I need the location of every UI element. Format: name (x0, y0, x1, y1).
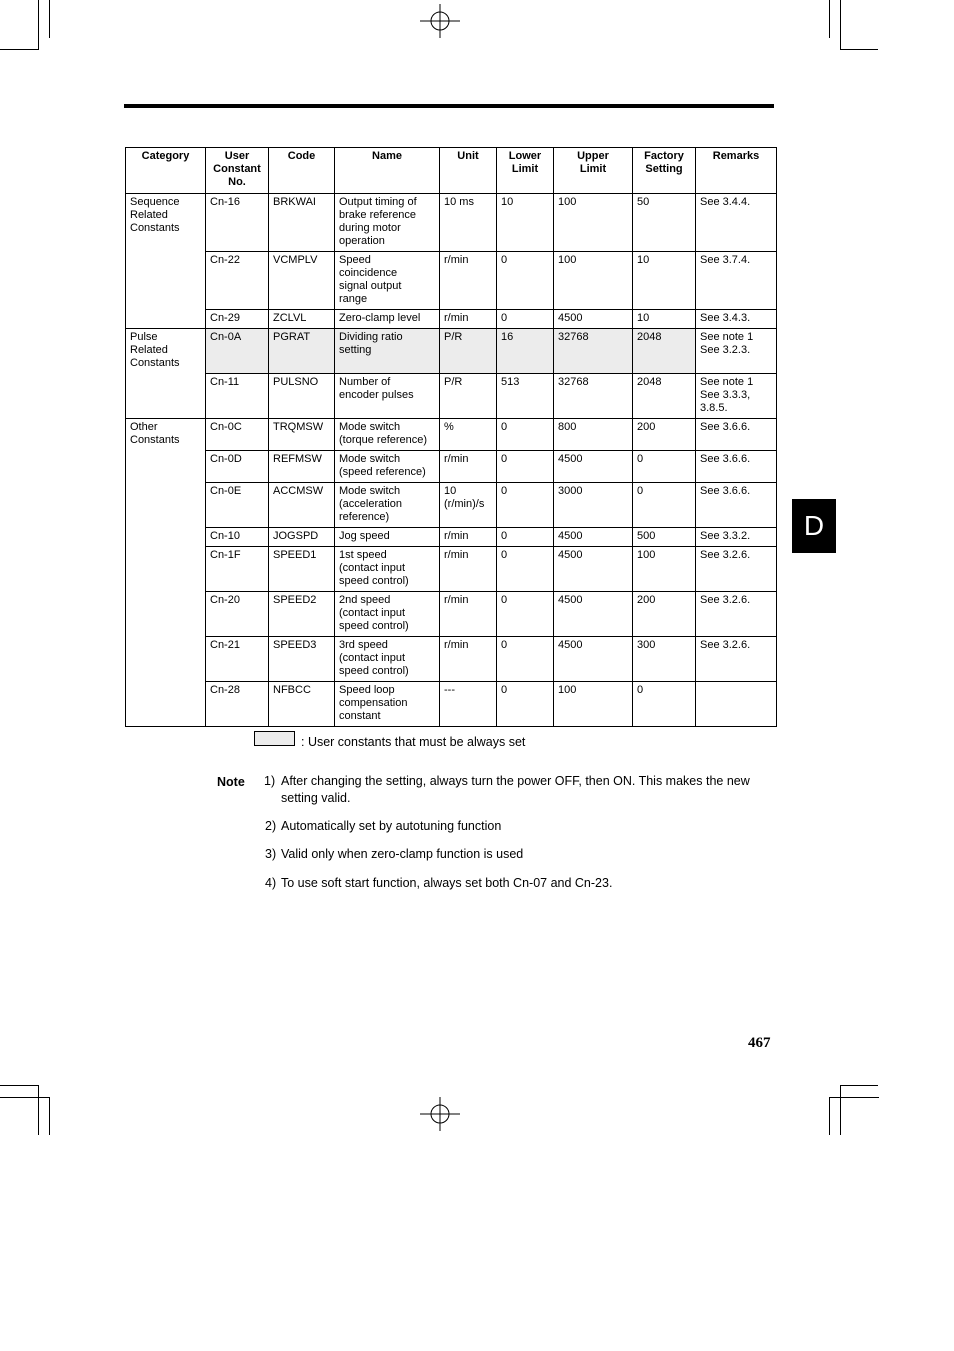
factory-cell: 300 (633, 636, 696, 681)
lower-cell: 0 (497, 450, 554, 482)
unit-cell: r/min (440, 636, 497, 681)
lower-cell: 0 (497, 591, 554, 636)
lower-cell: 0 (497, 252, 554, 310)
factory-cell: 100 (633, 546, 696, 591)
remarks-cell: See 3.2.6. (696, 591, 777, 636)
lower-cell: 0 (497, 546, 554, 591)
note-item (264, 875, 776, 892)
no-cell: Cn-16 (206, 194, 269, 252)
column-header: User Constant No. (206, 148, 269, 194)
lower-cell: 0 (497, 482, 554, 527)
table-row (126, 329, 777, 374)
category-cell (126, 681, 206, 726)
category-cell (126, 373, 206, 418)
remarks-cell: See 3.7.4. (696, 252, 777, 310)
column-header: Lower Limit (497, 148, 554, 194)
unit-cell: P/R (440, 373, 497, 418)
remarks-cell: See 3.2.6. (696, 636, 777, 681)
table-row (126, 527, 777, 546)
name-cell: Number of encoder pulses (335, 373, 440, 418)
code-cell: PGRAT (269, 329, 335, 374)
lower-cell: 10 (497, 194, 554, 252)
unit-cell: r/min (440, 527, 497, 546)
registration-target-icon (420, 4, 460, 38)
factory-cell: 10 (633, 252, 696, 310)
lower-cell: 0 (497, 310, 554, 329)
table-row (126, 450, 777, 482)
table-header-row (126, 148, 777, 194)
remarks-cell: See note 1 See 3.2.3. (696, 329, 777, 374)
factory-cell: 10 (633, 310, 696, 329)
category-cell: Other Constants (126, 418, 206, 450)
code-cell: SPEED2 (269, 591, 335, 636)
upper-cell: 32768 (554, 373, 633, 418)
name-cell: Speed coincidence signal output range (335, 252, 440, 310)
legend-text: : User constants that must be always set (301, 735, 526, 749)
no-cell: Cn-21 (206, 636, 269, 681)
category-cell (126, 450, 206, 482)
lower-cell: 0 (497, 527, 554, 546)
remarks-cell: See 3.6.6. (696, 450, 777, 482)
note-text: Valid only when zero-clamp function is used (281, 847, 524, 861)
code-cell: VCMPLV (269, 252, 335, 310)
unit-cell: P/R (440, 329, 497, 374)
note-item (264, 846, 776, 863)
upper-cell: 100 (554, 252, 633, 310)
code-cell: ACCMSW (269, 482, 335, 527)
note-number: 2) (265, 819, 277, 833)
code-cell: PULSNO (269, 373, 335, 418)
note-item (264, 773, 776, 807)
code-cell: ZCLVL (269, 310, 335, 329)
remarks-cell: See 3.4.4. (696, 194, 777, 252)
note-item (264, 818, 776, 835)
lower-cell: 0 (497, 681, 554, 726)
category-cell (126, 591, 206, 636)
lower-cell: 0 (497, 636, 554, 681)
column-header: Upper Limit (554, 148, 633, 194)
no-cell: Cn-0A (206, 329, 269, 374)
note-text: To use soft start function, always set both Cn-07 and Cn-23. (281, 876, 613, 890)
lower-cell: 513 (497, 373, 554, 418)
no-cell: Cn-22 (206, 252, 269, 310)
unit-cell: 10 (r/min)/s (440, 482, 497, 527)
lower-cell: 16 (497, 329, 554, 374)
no-cell: Cn-29 (206, 310, 269, 329)
upper-cell: 100 (554, 194, 633, 252)
note-number: 1) (264, 774, 276, 788)
column-header: Factory Setting (633, 148, 696, 194)
upper-cell: 4500 (554, 450, 633, 482)
note-label: Note (217, 775, 245, 789)
no-cell: Cn-11 (206, 373, 269, 418)
remarks-cell: See 3.4.3. (696, 310, 777, 329)
table-row (126, 373, 777, 418)
unit-cell: r/min (440, 252, 497, 310)
user-constants-table (125, 147, 777, 727)
name-cell: Zero-clamp level (335, 310, 440, 329)
column-header: Code (269, 148, 335, 194)
name-cell: Mode switch (torque reference) (335, 418, 440, 450)
code-cell: NFBCC (269, 681, 335, 726)
factory-cell: 200 (633, 418, 696, 450)
upper-cell: 4500 (554, 591, 633, 636)
name-cell: 1st speed (contact input speed control) (335, 546, 440, 591)
section-tab: D (792, 499, 836, 553)
lower-cell: 0 (497, 418, 554, 450)
name-cell: Output timing of brake reference during motor operation (335, 194, 440, 252)
category-cell (126, 546, 206, 591)
category-cell: Pulse Related Constants (126, 329, 206, 374)
name-cell: 3rd speed (contact input speed control) (335, 636, 440, 681)
category-cell: Sequence Related Constants (126, 194, 206, 252)
no-cell: Cn-1F (206, 546, 269, 591)
name-cell: Dividing ratio setting (335, 329, 440, 374)
code-cell: REFMSW (269, 450, 335, 482)
category-cell (126, 636, 206, 681)
unit-cell: r/min (440, 546, 497, 591)
upper-cell: 4500 (554, 527, 633, 546)
remarks-cell: See 3.3.2. (696, 527, 777, 546)
legend-swatch (254, 731, 295, 746)
name-cell: Mode switch (acceleration reference) (335, 482, 440, 527)
table-row (126, 482, 777, 527)
note-number: 4) (265, 876, 277, 890)
upper-cell: 32768 (554, 329, 633, 374)
note-text: After changing the setting, always turn the power OFF, then ON. This makes the new setting valid. (281, 774, 750, 805)
category-cell (126, 252, 206, 310)
factory-cell: 0 (633, 450, 696, 482)
unit-cell: % (440, 418, 497, 450)
no-cell: Cn-0C (206, 418, 269, 450)
category-cell (126, 527, 206, 546)
remarks-cell: See 3.2.6. (696, 546, 777, 591)
no-cell: Cn-20 (206, 591, 269, 636)
unit-cell: 10 ms (440, 194, 497, 252)
unit-cell: r/min (440, 450, 497, 482)
upper-cell: 4500 (554, 310, 633, 329)
upper-cell: 3000 (554, 482, 633, 527)
factory-cell: 2048 (633, 373, 696, 418)
column-header: Unit (440, 148, 497, 194)
table-row (126, 591, 777, 636)
unit-cell: r/min (440, 310, 497, 329)
upper-cell: 800 (554, 418, 633, 450)
code-cell: BRKWAI (269, 194, 335, 252)
no-cell: Cn-0D (206, 450, 269, 482)
remarks-cell: See note 1 See 3.3.3, 3.8.5. (696, 373, 777, 418)
no-cell: Cn-28 (206, 681, 269, 726)
table-row (126, 636, 777, 681)
table-row (126, 194, 777, 252)
registration-target-icon (420, 1097, 460, 1131)
factory-cell: 0 (633, 482, 696, 527)
table-row (126, 418, 777, 450)
table-row (126, 252, 777, 310)
column-header: Name (335, 148, 440, 194)
note-number: 3) (265, 847, 277, 861)
code-cell: SPEED1 (269, 546, 335, 591)
no-cell: Cn-10 (206, 527, 269, 546)
code-cell: SPEED3 (269, 636, 335, 681)
column-header: Remarks (696, 148, 777, 194)
note-text: Automatically set by autotuning function (281, 819, 502, 833)
remarks-cell: See 3.6.6. (696, 482, 777, 527)
name-cell: 2nd speed (contact input speed control) (335, 591, 440, 636)
table-row (126, 546, 777, 591)
page-number: 467 (748, 1035, 771, 1051)
code-cell: TRQMSW (269, 418, 335, 450)
category-cell (126, 482, 206, 527)
factory-cell: 50 (633, 194, 696, 252)
name-cell: Speed loop compensation constant (335, 681, 440, 726)
name-cell: Mode switch (speed reference) (335, 450, 440, 482)
code-cell: JOGSPD (269, 527, 335, 546)
header-rule (124, 104, 774, 108)
remarks-cell: See 3.6.6. (696, 418, 777, 450)
upper-cell: 4500 (554, 636, 633, 681)
column-header: Category (126, 148, 206, 194)
remarks-cell (696, 681, 777, 726)
factory-cell: 0 (633, 681, 696, 726)
table-row (126, 310, 777, 329)
upper-cell: 4500 (554, 546, 633, 591)
table-row (126, 681, 777, 726)
factory-cell: 500 (633, 527, 696, 546)
unit-cell: --- (440, 681, 497, 726)
category-cell (126, 310, 206, 329)
no-cell: Cn-0E (206, 482, 269, 527)
factory-cell: 2048 (633, 329, 696, 374)
factory-cell: 200 (633, 591, 696, 636)
unit-cell: r/min (440, 591, 497, 636)
name-cell: Jog speed (335, 527, 440, 546)
upper-cell: 100 (554, 681, 633, 726)
